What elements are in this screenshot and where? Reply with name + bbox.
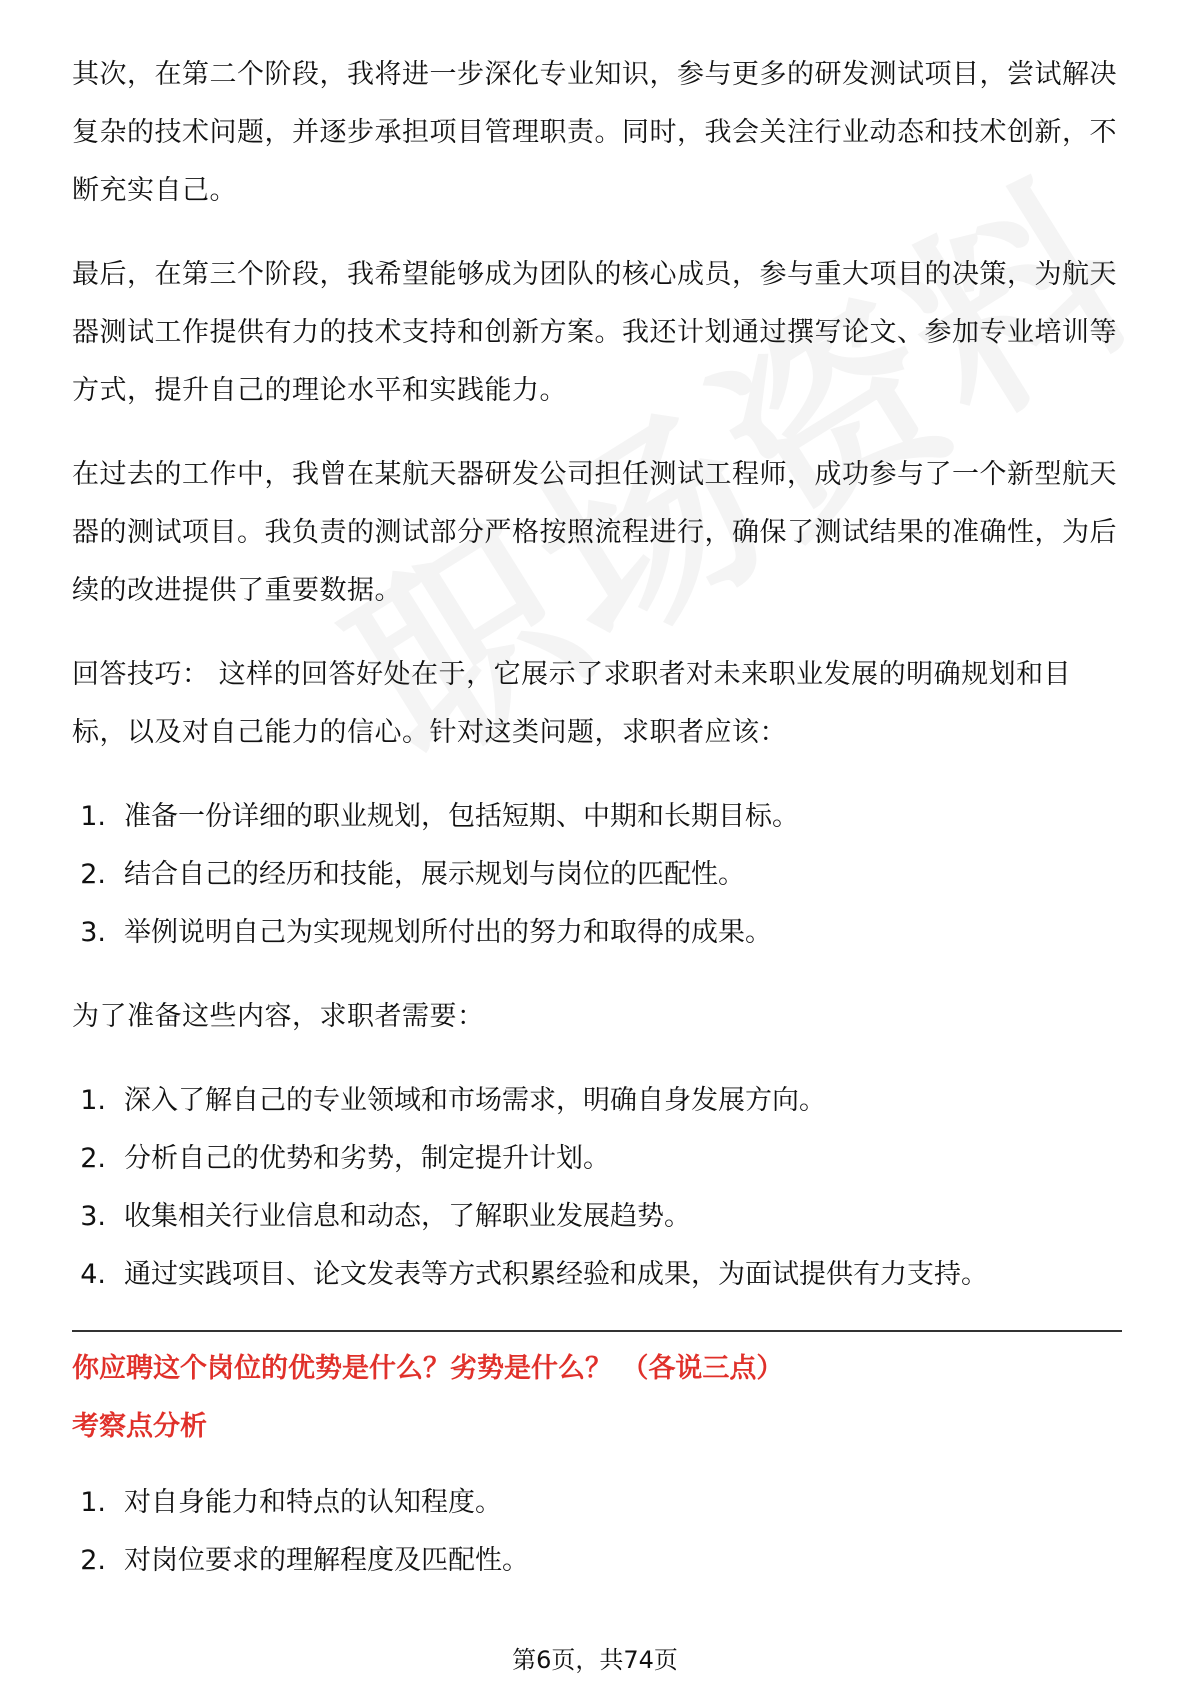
paragraph-answer-tips: 回答技巧： 这样的回答好处在于，它展示了求职者对未来职业发展的明确规划和目标，以及对自己能力的信心。针对这类问题，求职者应该： [72, 659, 1072, 748]
list-text: 对自身能力和特点的认知程度。 [124, 1487, 502, 1518]
list-number: 1. [80, 801, 106, 832]
section-divider [72, 1330, 1122, 1332]
list-text: 通过实践项目、论文发表等方式积累经验和成果，为面试提供有力支持。 [124, 1259, 988, 1290]
list-item [72, 1188, 1122, 1246]
list-number: 1. [80, 1487, 106, 1518]
list-text: 分析自己的优势和劣势，制定提升计划。 [124, 1143, 610, 1174]
list-item [72, 1072, 1122, 1130]
list-text: 准备一份详细的职业规划，包括短期、中期和长期目标。 [124, 801, 799, 832]
list-number: 4. [80, 1259, 106, 1290]
list-text: 深入了解自己的专业领域和市场需求，明确自身发展方向。 [124, 1085, 826, 1116]
analysis-list [72, 1474, 1122, 1590]
list-item [72, 1130, 1122, 1188]
tips-list [72, 788, 1122, 962]
list-text: 举例说明自己为实现规划所付出的努力和取得的成果。 [124, 917, 772, 948]
paragraph-past-work: 在过去的工作中，我曾在某航天器研发公司担任测试工程师，成功参与了一个新型航天器的测试项目。我负责的测试部分严格按照流程进行，确保了测试结果的准确性，为后续的改进提供了重要数据。 [72, 459, 1117, 606]
list-text: 结合自己的经历和技能，展示规划与岗位的匹配性。 [124, 859, 745, 890]
prep-list [72, 1072, 1122, 1304]
paragraph-stage-three: 最后，在第三个阶段，我希望能够成为团队的核心成员，参与重大项目的决策，为航天器测试工作提供有力的技术支持和创新方案。我还计划通过撰写论文、参加专业培训等方式，提升自己的理论水平和实践能力。 [72, 259, 1117, 406]
list-text: 收集相关行业信息和动态，了解职业发展趋势。 [124, 1201, 691, 1232]
list-item [72, 1246, 1122, 1304]
list-item [72, 904, 1122, 962]
page-content [72, 46, 1122, 1616]
list-number: 1. [80, 1085, 106, 1116]
analysis-heading: 考察点分析 [72, 1411, 207, 1442]
list-number: 2. [80, 1545, 106, 1576]
page-footer: 第6页，共74页 [512, 1646, 678, 1674]
list-item [72, 1532, 1122, 1590]
list-number: 2. [80, 859, 106, 890]
list-number: 3. [80, 1201, 106, 1232]
paragraph-prep-intro: 为了准备这些内容，求职者需要： [72, 1001, 485, 1032]
paragraph-stage-two: 其次，在第二个阶段，我将进一步深化专业知识，参与更多的研发测试项目，尝试解决复杂的技术问题，并逐步承担项目管理职责。同时，我会关注行业动态和技术创新，不断充实自己。 [72, 59, 1117, 206]
list-item [72, 1474, 1122, 1532]
list-number: 2. [80, 1143, 106, 1174]
list-item [72, 788, 1122, 846]
question-heading: 你应聘这个岗位的优势是什么？劣势是什么？ （各说三点） [72, 1353, 784, 1384]
list-text: 对岗位要求的理解程度及匹配性。 [124, 1545, 529, 1576]
list-item [72, 846, 1122, 904]
list-number: 3. [80, 917, 106, 948]
